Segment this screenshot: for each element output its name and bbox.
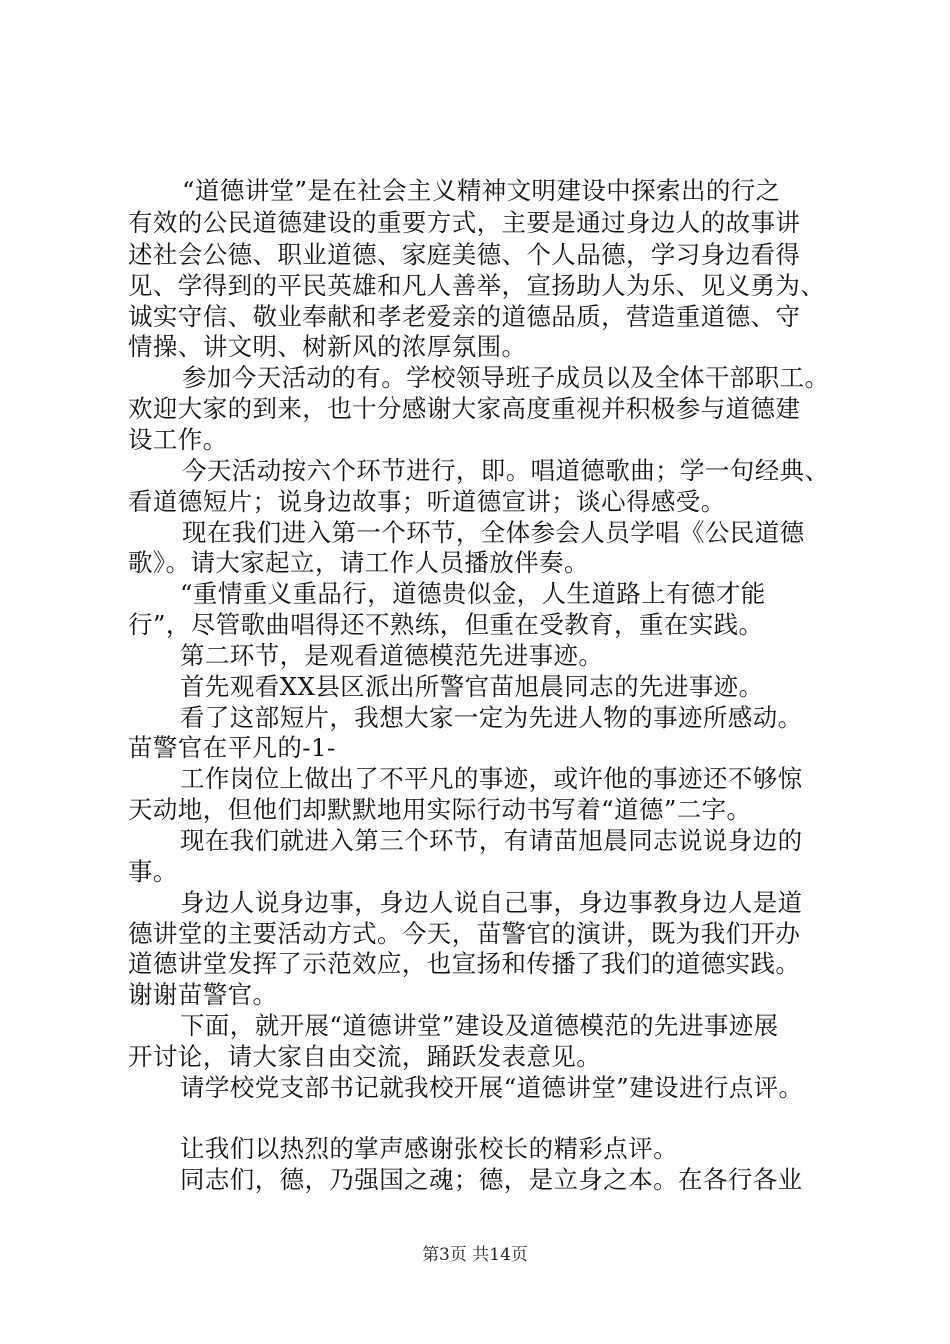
paragraph-line: “道德讲堂”是在社会主义精神文明建设中探索出的行之 — [182, 176, 781, 205]
paragraph-line: 德讲堂的主要活动方式。今天，苗警官的演讲，既为我们开办 — [128, 919, 801, 948]
paragraph-line: 见、学得到的平民英雄和凡人善举，宣扬助人为乐、见义勇为、 — [128, 271, 826, 300]
paragraph-line: 道德讲堂发挥了示范效应，也宣扬和传播了我们的道德实践。 — [128, 949, 801, 978]
paragraph-line: 天动地，但他们却默默地用实际行动书写着“道德”二字。 — [128, 795, 752, 824]
paragraph-line: 看了这部短片，我想大家一定为先进人物的事迹所感动。 — [180, 703, 803, 732]
paragraph-line: 开讨论，请大家自由交流，踊跃发表意见。 — [128, 1042, 602, 1071]
paragraph-line: 歌》。请大家起立，请工作人员播放伴奏。 — [128, 548, 589, 577]
paragraph-line: 参加今天活动的有。学校领导班子成员以及全体干部职工。 — [182, 363, 830, 392]
paragraph-line: “重情重义重品行，道德贵似金，人生道路上有德才能 — [180, 579, 766, 608]
paragraph-line: 情操、讲文明、树新风的浓厚氛围。 — [128, 332, 527, 361]
paragraph-line: 有效的公民道德建设的重要方式，主要是通过身边人的故事讲 — [128, 208, 801, 237]
paragraph-line: 请学校党支部书记就我校开展“道德讲堂”建设进行点评。 — [180, 1073, 804, 1102]
paragraph-line: 现在我们进入第一个环节，全体参会人员学唱《公民道德 — [182, 518, 805, 547]
paragraph-line: 事。 — [128, 857, 178, 886]
paragraph-line: 设工作。 — [128, 425, 228, 454]
paragraph-line: 述社会公德、职业道德、家庭美德、个人品德，学习身边看得 — [128, 240, 801, 269]
paragraph-line: 首先观看XX县区派出所警官苗旭晨同志的先进事迹。 — [180, 672, 764, 701]
paragraph-line: 今天活动按六个环节进行，即。唱道德歌曲；学一句经典、 — [182, 456, 830, 485]
paragraph-line: 欢迎大家的到来，也十分感谢大家高度重视并积极参与道德建 — [128, 394, 801, 423]
paragraph-line: 第二环节，是观看道德模范先进事迹。 — [180, 641, 604, 670]
paragraph-line: 谢谢苗警官。 — [128, 980, 278, 1009]
paragraph-line: 下面，就开展“道德讲堂”建设及道德模范的先进事迹展 — [180, 1011, 779, 1040]
page-number-footer: 第3页 共14页 — [422, 1245, 528, 1265]
paragraph-line: 诚实守信、敬业奉献和孝老爱亲的道德品质，营造重道德、守 — [128, 302, 801, 331]
paragraph-line: 现在我们就进入第三个环节，有请苗旭晨同志说说身边的 — [180, 826, 803, 855]
paragraph-line: 苗警官在平凡的-1- — [128, 733, 336, 762]
paragraph-line: 让我们以热烈的掌声感谢张校长的精彩点评。 — [180, 1134, 678, 1163]
paragraph-line: 看道德短片；说身边故事；听道德宣讲；谈心得感受。 — [128, 487, 726, 516]
paragraph-line: 同志们，德，乃强国之魂；德，是立身之本。在各行各业 — [180, 1165, 803, 1194]
paragraph-line: 行”，尽管歌曲唱得还不熟练，但重在受教育，重在实践。 — [128, 610, 764, 639]
paragraph-line: 工作岗位上做出了不平凡的事迹，或许他的事迹还不够惊 — [180, 764, 803, 793]
paragraph-line: 身边人说身边事，身边人说自己事，身边事教身边人是道 — [180, 888, 803, 917]
